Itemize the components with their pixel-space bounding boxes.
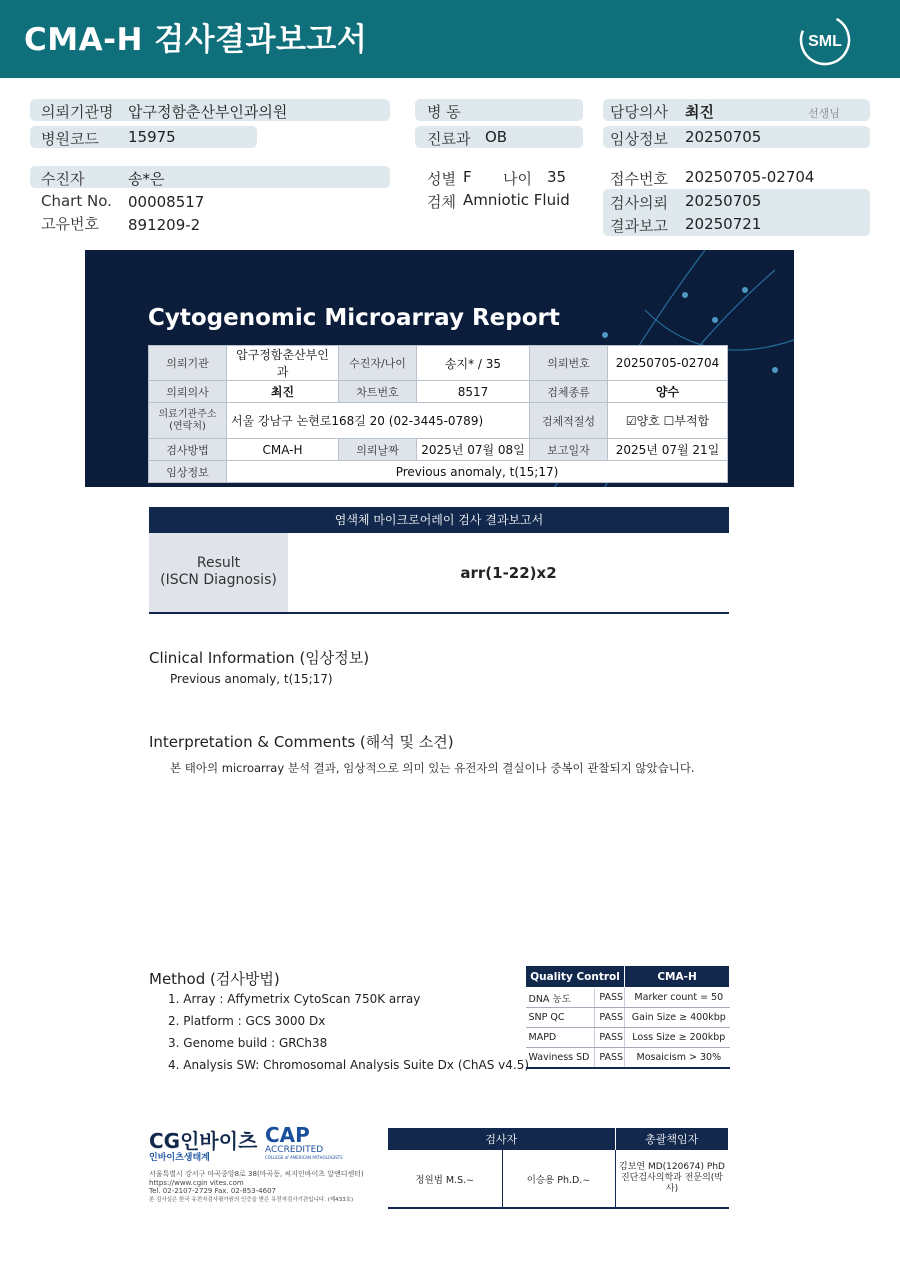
qc-status: PASS xyxy=(595,1008,625,1028)
clinical-label: 임상정보 xyxy=(610,130,668,148)
request-value: 20250705 xyxy=(685,192,762,210)
sml-logo xyxy=(798,13,852,67)
qc-criteria: Gain Size ≥ 400kbp xyxy=(625,1008,730,1028)
address-line: 서울특별시 강서구 마곡중앙8로 38(마곡동, 씨지인바이츠 알앤디센터) xyxy=(149,1170,364,1178)
signature-mark: ~ xyxy=(582,1174,591,1186)
qc-status: PASS xyxy=(595,1028,625,1048)
cell-value: ☑양호 ☐부적합 xyxy=(608,403,728,439)
clinical-value: 20250705 xyxy=(685,128,762,146)
report-title: CMA-H 검사결과보고서 xyxy=(24,22,368,58)
interpretation-body: 본 태아의 microarray 분석 결과, 임상적으로 의미 있는 유전자의 결실이나 중복이 관찰되지 않았습니다. xyxy=(170,761,695,775)
method-title: Method (검사방법) xyxy=(149,970,280,988)
patient-label: 수진자 xyxy=(41,170,85,188)
id-label: 고유번호 xyxy=(41,215,99,233)
table-row xyxy=(526,1028,730,1048)
table-row xyxy=(149,461,728,483)
cell-label: 검사방법 xyxy=(149,439,227,461)
qc-status: PASS xyxy=(595,1048,625,1068)
report-date-label: 결과보고 xyxy=(610,217,668,235)
ward-label: 병 동 xyxy=(427,103,461,121)
sig-row xyxy=(388,1150,729,1208)
examiner-name: 이승용 Ph.D. xyxy=(526,1174,583,1186)
specimen-label: 검체 xyxy=(427,193,456,211)
result-value: arr(1-22)x2 xyxy=(460,564,557,582)
reception-label: 접수번호 xyxy=(610,170,668,188)
sex-value: F xyxy=(463,168,472,186)
banner-title: Cytogenomic Microarray Report xyxy=(148,305,560,331)
cell-label: 보고일자 xyxy=(530,439,608,461)
qc-item: MAPD xyxy=(526,1028,595,1048)
cell-value: 2025년 07월 08일 xyxy=(417,439,530,461)
table-row xyxy=(526,988,730,1008)
doctor-label: 담당의사 xyxy=(610,103,668,121)
cell-label: 검체적절성 xyxy=(530,403,608,439)
qc-header: Quality Control xyxy=(526,966,625,988)
cell-value: 압구정함춘산부인과 xyxy=(227,346,339,381)
hospital-code-label: 병원코드 xyxy=(41,130,99,148)
qc-item: Waviness SD xyxy=(526,1048,595,1068)
cell-label: 의뢰의사 xyxy=(149,381,227,403)
doctor-value: 최진 xyxy=(685,103,714,121)
company-subtitle: 인바이츠생태계 xyxy=(149,1153,210,1163)
result-header: 염색체 마이크로어레이 검사 결과보고서 xyxy=(149,507,729,533)
cell-value: 송지* / 35 xyxy=(417,346,530,381)
request-table xyxy=(148,345,728,483)
specimen-value: Amniotic Fluid xyxy=(463,191,570,209)
sig-header: 총괄책임자 xyxy=(615,1128,729,1150)
reception-value: 20250705-02704 xyxy=(685,168,815,186)
director-signature: 김보연 MD(120674) PhD 진단검사의학과 전문의(박사) xyxy=(615,1150,729,1208)
table-row xyxy=(149,346,728,381)
qc-criteria: Loss Size ≥ 200kbp xyxy=(625,1028,730,1048)
cell-label: 차트번호 xyxy=(339,381,417,403)
interpretation-title: Interpretation & Comments (해석 및 소견) xyxy=(149,733,454,751)
result-divider xyxy=(149,612,729,614)
examiner-signature xyxy=(502,1150,615,1208)
cell-label: 의뢰번호 xyxy=(530,346,608,381)
cell-label: 의료기관주소 (연락처) xyxy=(149,403,227,439)
chart-label: Chart No. xyxy=(41,192,112,210)
qc-status: PASS xyxy=(595,988,625,1008)
institution-value: 압구정함춘산부인과의원 xyxy=(128,103,288,121)
cap-title: CAP xyxy=(265,1123,310,1147)
cell-value: Previous anomaly, t(15;17) xyxy=(227,461,728,483)
cap-small: COLLEGE of AMERICAN PATHOLOGISTS xyxy=(265,1155,343,1160)
method-item: 4. Analysis SW: Chromosomal Analysis Suite Dx (ChAS v4.5) xyxy=(168,1058,530,1072)
patient-value: 송*은 xyxy=(128,170,165,188)
table-row xyxy=(526,1048,730,1068)
company-address xyxy=(149,1170,379,1204)
age-label: 나이 xyxy=(503,170,532,188)
company-logo: CG인바이츠 xyxy=(149,1129,258,1153)
cell-label: 의뢰날짜 xyxy=(339,439,417,461)
cell-value: CMA-H xyxy=(227,439,339,461)
cell-value: 서울 강남구 논현로168길 20 (02-3445-0789) xyxy=(227,403,530,439)
qc-item: SNP QC xyxy=(526,1008,595,1028)
svg-text:SML: SML xyxy=(808,33,842,50)
cell-value: 8517 xyxy=(417,381,530,403)
cap-sub: ACCREDITED xyxy=(265,1145,324,1155)
clinical-info-body: Previous anomaly, t(15;17) xyxy=(170,672,333,686)
qc-item: DNA 농도 xyxy=(526,988,595,1008)
sig-header: 검사자 xyxy=(388,1128,615,1150)
cell-value: 2025년 07월 21일 xyxy=(608,439,728,461)
cell-value: 최진 xyxy=(227,381,339,403)
clinical-info-title: Clinical Information (임상정보) xyxy=(149,649,370,667)
request-label: 검사의뢰 xyxy=(610,194,668,212)
hospital-code-value: 15975 xyxy=(128,128,176,146)
qc-criteria: Mosaicism > 30% xyxy=(625,1048,730,1068)
examiner-name: 정원범 M.S. xyxy=(415,1174,467,1186)
table-row xyxy=(149,403,728,439)
method-item: 1. Array : Affymetrix CytoScan 750K array xyxy=(168,992,421,1006)
signature-table xyxy=(388,1128,729,1209)
cell-value: 양수 xyxy=(608,381,728,403)
method-item: 2. Platform : GCS 3000 Dx xyxy=(168,1014,326,1028)
dept-value: OB xyxy=(485,128,508,146)
table-row xyxy=(526,1008,730,1028)
cell-label: 의뢰기관 xyxy=(149,346,227,381)
result-label: Result (ISCN Diagnosis) xyxy=(149,533,288,613)
dept-label: 진료과 xyxy=(427,130,471,148)
tel-line: Tel. 02-2107-2729 Fax. 02-853-4607 xyxy=(149,1187,277,1195)
cert-note: 본 검사실은 한국 유전자검사평가원의 인증을 받은 유전자검사기관입니다. (제433호) xyxy=(149,1196,354,1203)
header-bar xyxy=(0,0,900,78)
institution-label: 의뢰기관명 xyxy=(41,103,114,121)
website-line: https://www.cgin vites.com xyxy=(149,1178,244,1187)
qc-header-row xyxy=(526,966,730,988)
qc-table xyxy=(525,965,730,1069)
report-date-value: 20250721 xyxy=(685,215,762,233)
doctor-suffix: 선생님 xyxy=(808,107,840,120)
cell-label: 임상정보 xyxy=(149,461,227,483)
cell-label: 검체종류 xyxy=(530,381,608,403)
signature-mark: ~ xyxy=(466,1174,475,1186)
chart-value: 00008517 xyxy=(128,193,205,211)
table-row xyxy=(149,381,728,403)
cell-label: 수진자/나이 xyxy=(339,346,417,381)
id-value: 891209-2 xyxy=(128,216,201,234)
sig-header-row xyxy=(388,1128,729,1150)
qc-criteria: Marker count = 50 xyxy=(625,988,730,1008)
cell-value: 20250705-02704 xyxy=(608,346,728,381)
qc-header: CMA-H xyxy=(625,966,730,988)
cap-logo xyxy=(265,1125,343,1160)
sex-label: 성별 xyxy=(427,170,456,188)
table-row xyxy=(149,439,728,461)
examiner-signature xyxy=(388,1150,502,1208)
method-item: 3. Genome build : GRCh38 xyxy=(168,1036,328,1050)
age-value: 35 xyxy=(547,168,567,186)
